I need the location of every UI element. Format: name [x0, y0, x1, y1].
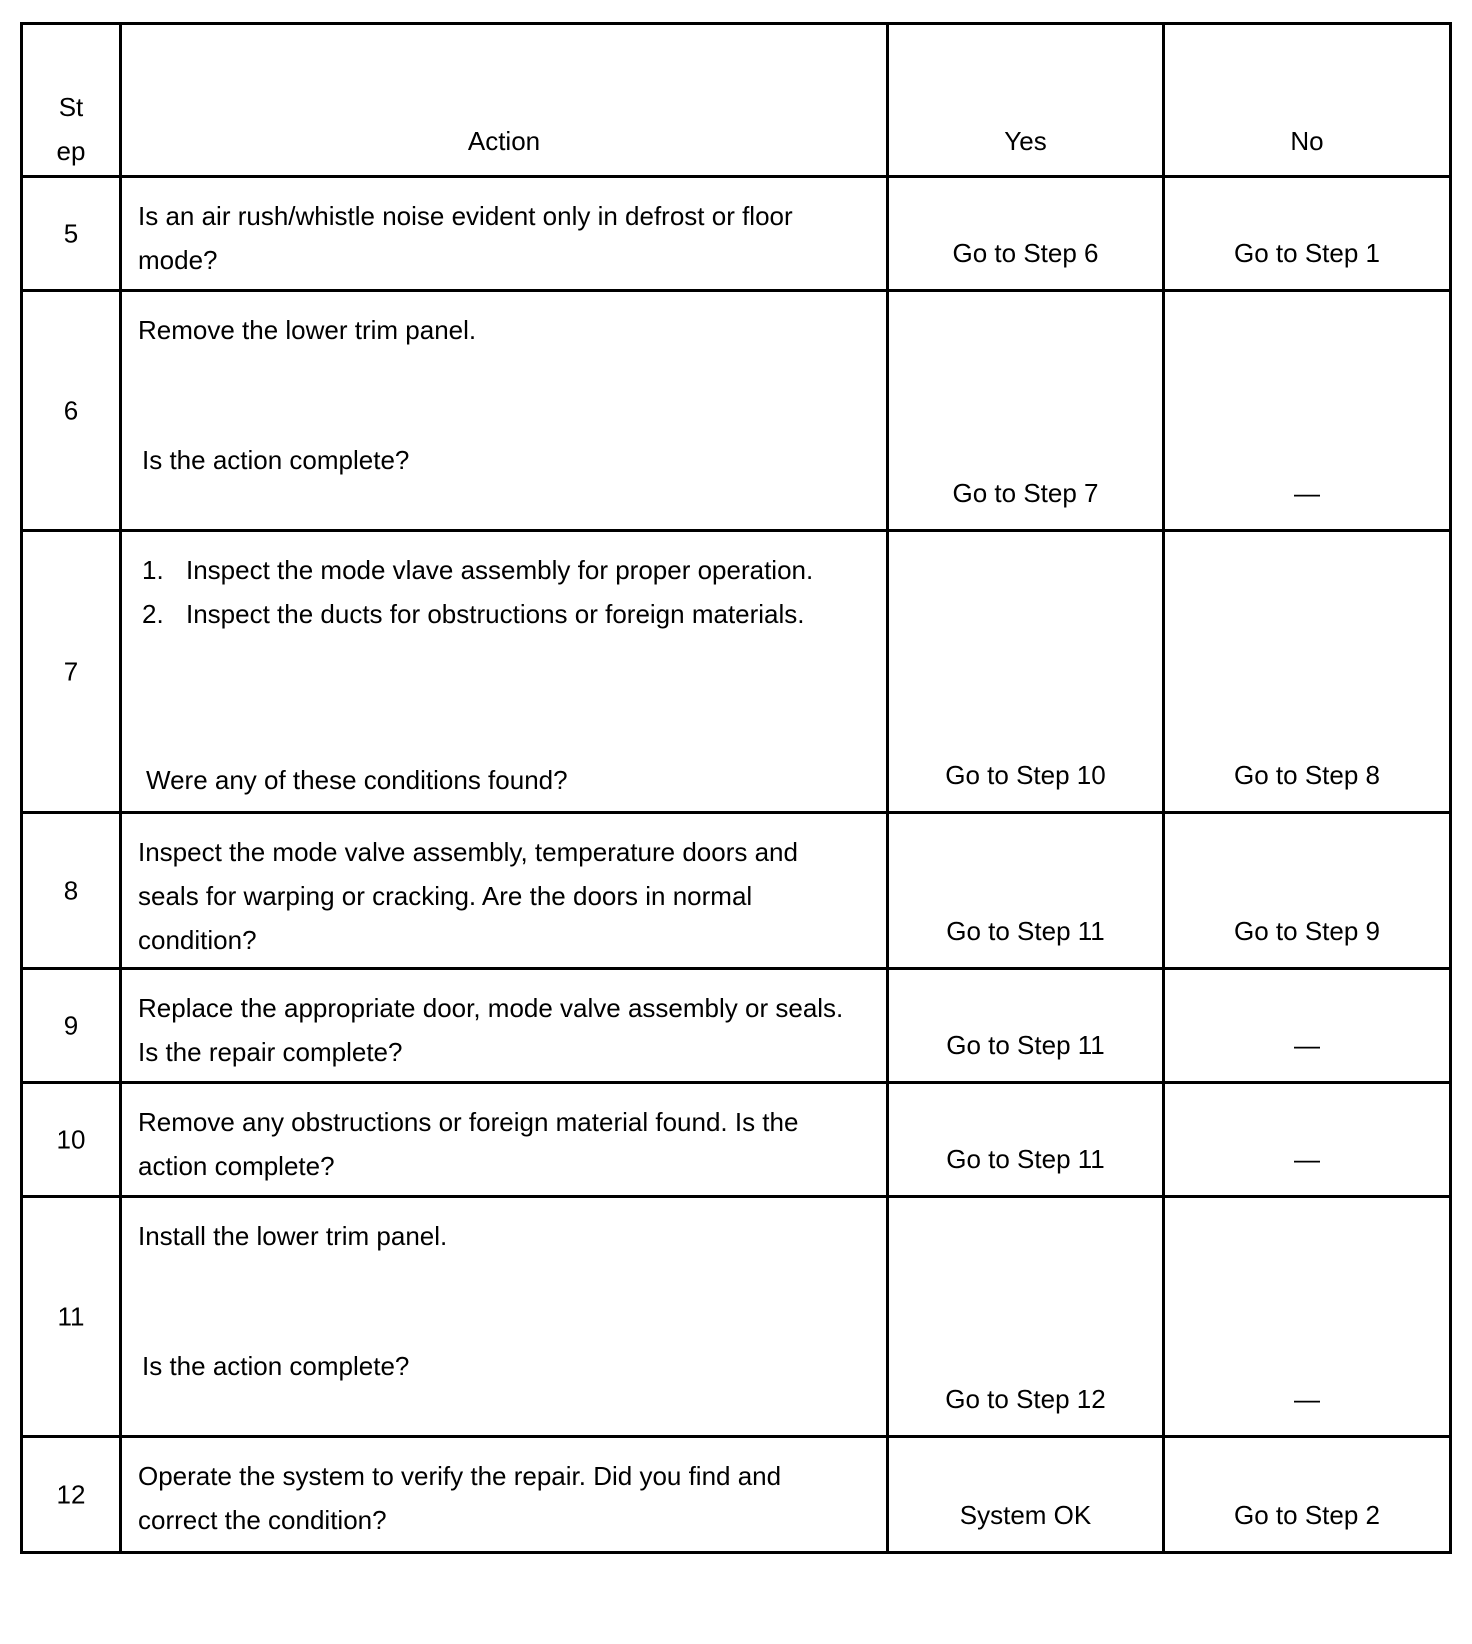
yes-result: Go to Step 6 [952, 238, 1099, 268]
yes-cell [889, 1198, 1165, 1435]
step-number: 8 [63, 875, 79, 905]
list-item-number: 2. [142, 599, 164, 629]
action-text: Operate the system to verify the repair. Did you find and correct the condition? [138, 1461, 782, 1535]
action-cell [122, 532, 889, 811]
no-result: — [1294, 478, 1320, 508]
yes-cell [889, 1438, 1165, 1551]
yes-result: Go to Step 12 [945, 1384, 1106, 1414]
header-step-cell [20, 25, 122, 175]
table-row [20, 1438, 1452, 1554]
table-row [20, 970, 1452, 1084]
action-cell [122, 970, 889, 1081]
yes-cell [889, 1084, 1165, 1195]
header-no-cell [1165, 25, 1452, 175]
step-number: 12 [56, 1479, 86, 1509]
yes-result: Go to Step 11 [946, 916, 1105, 946]
yes-result: Go to Step 10 [945, 760, 1106, 790]
no-result: Go to Step 8 [1234, 760, 1380, 790]
action-list [138, 548, 846, 636]
no-cell [1165, 292, 1452, 529]
action-text: Remove the lower trim panel. [138, 315, 477, 345]
list-item-text: Inspect the ducts for obstructions or foreign materials. [186, 599, 805, 629]
yes-cell [889, 292, 1165, 529]
list-item [138, 548, 846, 592]
step-number: 9 [63, 1010, 79, 1040]
list-item [138, 592, 846, 636]
list-item-number: 1. [142, 555, 164, 585]
header-yes-cell [889, 25, 1165, 175]
action-text: Is an air rush/whistle noise evident only in defrost or floor mode? [138, 201, 793, 275]
header-yes-label: Yes [1004, 126, 1047, 156]
step-cell [20, 532, 122, 811]
action-cell [122, 1438, 889, 1551]
action-question: Is the action complete? [142, 1351, 410, 1381]
no-cell [1165, 178, 1452, 289]
step-number: 11 [57, 1301, 85, 1331]
yes-result: Go to Step 11 [946, 1030, 1105, 1060]
step-cell [20, 970, 122, 1081]
yes-result: System OK [959, 1500, 1092, 1530]
yes-cell [889, 532, 1165, 811]
table-row [20, 178, 1452, 292]
step-cell [20, 1198, 122, 1435]
step-number: 6 [63, 395, 79, 425]
header-step-label: St ep [56, 92, 86, 166]
action-text: Install the lower trim panel. [138, 1221, 448, 1251]
no-result: Go to Step 2 [1234, 1500, 1380, 1530]
step-cell [20, 814, 122, 967]
step-number: 5 [63, 218, 79, 248]
step-number: 10 [56, 1124, 86, 1154]
step-cell [20, 1438, 122, 1551]
yes-result: Go to Step 7 [952, 478, 1099, 508]
table-row [20, 532, 1452, 814]
action-cell [122, 1084, 889, 1195]
action-cell [122, 292, 889, 529]
step-cell [20, 1084, 122, 1195]
yes-result: Go to Step 11 [946, 1144, 1105, 1174]
table-row [20, 1084, 1452, 1198]
action-cell [122, 178, 889, 289]
no-result: Go to Step 9 [1234, 916, 1380, 946]
list-item-text: Inspect the mode vlave assembly for proper operation. [186, 555, 814, 585]
action-text: Inspect the mode valve assembly, temperature doors and seals for warping or cracking. Are the doors in normal condition? [138, 837, 798, 955]
diagnostic-table [20, 22, 1452, 1554]
yes-cell [889, 970, 1165, 1081]
no-cell [1165, 1084, 1452, 1195]
no-result: — [1294, 1144, 1320, 1174]
no-cell [1165, 1438, 1452, 1551]
action-question: Were any of these conditions found? [146, 765, 568, 795]
no-result: — [1294, 1030, 1320, 1060]
table-row [20, 1198, 1452, 1438]
no-result: — [1294, 1384, 1320, 1414]
yes-cell [889, 178, 1165, 289]
step-number: 7 [63, 656, 79, 686]
yes-cell [889, 814, 1165, 967]
header-no-label: No [1290, 126, 1324, 156]
table-header-row [20, 22, 1452, 178]
no-cell [1165, 1198, 1452, 1435]
no-result: Go to Step 1 [1234, 238, 1380, 268]
action-question: Is the action complete? [142, 445, 410, 475]
table-row [20, 814, 1452, 970]
step-cell [20, 178, 122, 289]
action-cell [122, 1198, 889, 1435]
table-row [20, 292, 1452, 532]
step-cell [20, 292, 122, 529]
action-text: Remove any obstructions or foreign material found. Is the action complete? [138, 1107, 799, 1181]
no-cell [1165, 532, 1452, 811]
action-text: Replace the appropriate door, mode valve assembly or seals. Is the repair complete? [138, 993, 844, 1067]
no-cell [1165, 814, 1452, 967]
no-cell [1165, 970, 1452, 1081]
action-cell [122, 814, 889, 967]
header-action-cell [122, 25, 889, 175]
header-action-label: Action [467, 126, 541, 156]
